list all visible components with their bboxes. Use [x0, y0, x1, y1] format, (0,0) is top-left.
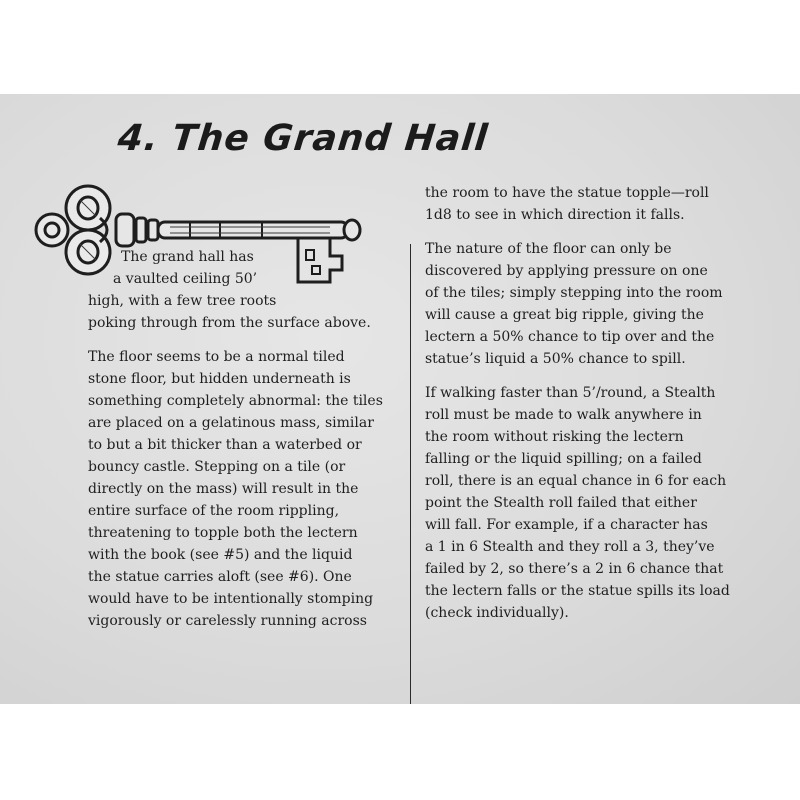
text-line: the room to have the statue topple—roll	[425, 185, 709, 201]
stealth-paragraph	[425, 382, 745, 624]
text-line: The nature of the floor can only be	[425, 241, 672, 257]
text-line: poking through from the surface above.	[88, 315, 371, 331]
nature-paragraph	[425, 238, 745, 370]
text-line: stone floor, but hidden underneath is	[88, 371, 351, 387]
text-line: high, with a few tree roots	[88, 293, 277, 309]
text-line: a vaulted ceiling 50’	[113, 271, 258, 287]
floor-paragraph	[88, 346, 398, 632]
text-line: falling or the liquid spilling; on a failed	[425, 451, 702, 467]
continuation-paragraph	[425, 182, 745, 226]
text-line: failed by 2, so there’s a 2 in 6 chance that	[425, 561, 724, 577]
text-line: directly on the mass) will result in the	[88, 481, 359, 497]
text-line: roll must be made to walk anywhere in	[425, 407, 702, 423]
text-line: vigorously or carelessly running across	[88, 613, 367, 629]
text-line: the lectern falls or the statue spills its load	[425, 583, 730, 599]
text-line: of the tiles; simply stepping into the room	[425, 285, 723, 301]
text-line: something completely abnormal: the tiles	[88, 393, 383, 409]
text-line: would have to be intentionally stomping	[88, 591, 374, 607]
section-heading: 4. The Grand Hall	[115, 118, 491, 159]
text-line: with the book (see #5) and the liquid	[88, 547, 353, 563]
text-line: entire surface of the room rippling,	[88, 503, 340, 519]
text-line: (check individually).	[425, 605, 569, 621]
text-line: a 1 in 6 Stealth and they roll a 3, they’ve	[425, 539, 715, 555]
text-line: lectern a 50% chance to tip over and the	[425, 329, 715, 345]
text-line: The grand hall has	[121, 249, 254, 265]
text-line: will fall. For example, if a character has	[425, 517, 708, 533]
intro-paragraph	[88, 246, 398, 334]
text-line: threatening to topple both the lectern	[88, 525, 358, 541]
column-divider	[410, 244, 411, 704]
text-line: discovered by applying pressure on one	[425, 263, 708, 279]
text-line: If walking faster than 5’/round, a Stealth	[425, 385, 716, 401]
text-line: point the Stealth roll failed that either	[425, 495, 697, 511]
book-page	[0, 94, 800, 704]
text-line: to but a bit thicker than a waterbed or	[88, 437, 362, 453]
text-line: the room without risking the lectern	[425, 429, 684, 445]
text-line: are placed on a gelatinous mass, similar	[88, 415, 374, 431]
text-line: statue’s liquid a 50% chance to spill.	[425, 351, 686, 367]
text-line: roll, there is an equal chance in 6 for each	[425, 473, 727, 489]
text-line: will cause a great big ripple, giving the	[425, 307, 704, 323]
right-column	[425, 182, 745, 636]
text-line: bouncy castle. Stepping on a tile (or	[88, 459, 346, 475]
text-line: the statue carries aloft (see #6). One	[88, 569, 352, 585]
left-column	[88, 246, 398, 644]
text-line: 1d8 to see in which direction it falls.	[425, 207, 685, 223]
text-line: The floor seems to be a normal tiled	[88, 349, 345, 365]
